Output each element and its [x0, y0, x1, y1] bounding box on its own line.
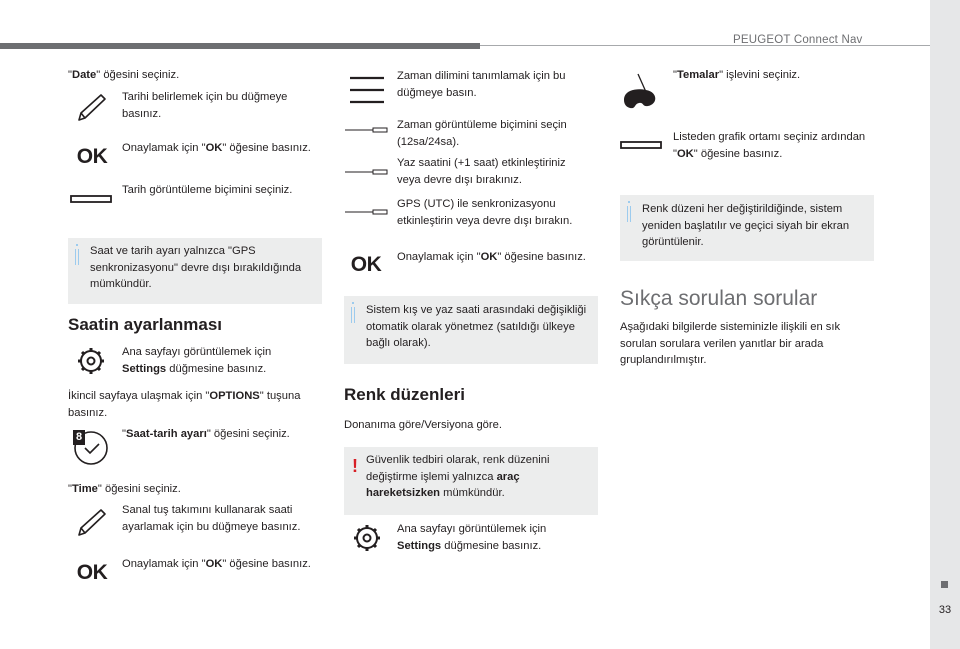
info-icon-2	[351, 307, 355, 323]
options-text: İkincil sayfaya ulaşmak için "OPTIONS" tuşuna basınız.	[68, 390, 301, 419]
time-date-setting-text: "Saat-tarih ayarı" öğesini seçiniz.	[122, 428, 290, 440]
list-field-icon	[70, 190, 112, 208]
toggle-icon-dst	[343, 167, 389, 177]
pencil2-description: Sanal tuş takımını kullanarak saati ayarlamak için bu düğmeye basınız.	[122, 504, 301, 533]
note-box-gps	[68, 238, 322, 304]
gps-sync-text: GPS (UTC) ile senkronizasyonu etkinleştirin veya devre dışı bırakın.	[397, 198, 573, 227]
clock-icon	[70, 425, 110, 467]
note-text-2: Sistem kış ve yaz saati arasındaki değişikliği otomatik olarak yönetmez (satıldığı ülkeye bağlı olarak).	[366, 304, 587, 349]
themes-select-text: "Temalar" işlevini seçiniz.	[673, 69, 801, 81]
settings-text-2: Ana sayfayı görüntülemek için Settings düğmesine basınız.	[397, 523, 547, 552]
warning-text: Güvenlik tedbiri olarak, renk düzenini değiştirme işlemi yalnızca araç hareketsizken mümkündür.	[366, 454, 550, 499]
info-icon-3	[627, 206, 631, 222]
warning-icon: !	[352, 456, 358, 476]
ok-button-icon: OK	[76, 145, 108, 168]
ok-confirm-text-2: Onaylamak için "OK" öğesine basınız.	[122, 558, 311, 570]
version-text: Donanıma göre/Versiyona göre.	[344, 419, 502, 431]
theme-list-text: Listeden grafik ortamı seçiniz ardından "OK" öğesine basınız.	[673, 131, 866, 160]
list-field-icon-2	[620, 136, 662, 154]
warning-box	[344, 447, 598, 515]
settings-gear-icon-2	[348, 520, 386, 556]
time-select-text: "Time" öğesini seçiniz.	[68, 483, 181, 495]
header-rule	[0, 43, 480, 49]
toggle-icon-gps	[343, 207, 389, 217]
note-box-dst	[344, 296, 598, 364]
note-box-theme	[620, 195, 874, 261]
section-heading-clock: Saatin ayarlanması	[68, 315, 223, 334]
timezone-text: Zaman dilimini tanımlamak için bu düğmeye basın.	[397, 70, 566, 99]
side-margin-strip	[930, 0, 960, 649]
palette-brush-icon	[620, 70, 660, 112]
ok-button-icon-2: OK	[76, 561, 108, 584]
timezone-menu-icon	[346, 76, 388, 104]
faq-intro-text: Aşağıdaki bilgilerde sisteminizle ilişkili en sık sorulan sorulara verilen yanıtlar bir arada gruplandırılmıştır.	[620, 321, 841, 366]
faq-heading: Sıkça sorulan sorular	[620, 287, 818, 310]
page-number: 33	[938, 604, 952, 616]
pencil-icon	[72, 90, 112, 126]
section-end-marker	[941, 581, 948, 588]
brand-name: PEUGEOT Connect Nav	[733, 34, 863, 46]
ok-button-icon-3: OK	[350, 253, 382, 276]
clock-badge: 8	[73, 430, 85, 445]
ok-confirm-text-1: Onaylamak için "OK" öğesine basınız.	[122, 142, 311, 154]
time-format-text: Zaman görüntüleme biçimini seçin (12sa/24sa).	[397, 119, 567, 148]
note-text: Saat ve tarih ayarı yalnızca "GPS senkronizasyonu" devre dışı bırakıldığında mümkündür.	[90, 245, 302, 290]
toggle-icon-time-format	[343, 125, 389, 135]
info-icon	[75, 249, 79, 265]
settings-text-1: Ana sayfayı görüntülemek için Settings düğmesine basınız.	[122, 346, 272, 375]
settings-gear-icon	[72, 343, 110, 379]
date-select-text: "Date" öğesini seçiniz.	[68, 69, 180, 81]
section-heading-colors: Renk düzenleri	[344, 385, 465, 404]
dst-text: Yaz saatini (+1 saat) etkinleştiriniz veya devre dışı bırakınız.	[397, 157, 566, 186]
note-text-3: Renk düzeni her değiştirildiğinde, sistem yeniden başlatılır ve geçici siyah bir ekran görüntülenir.	[642, 203, 850, 248]
ok-confirm-text-3: Onaylamak için "OK" öğesine basınız.	[397, 251, 586, 263]
date-format-text: Tarih görüntüleme biçimini seçiniz.	[122, 184, 293, 196]
pencil-icon-2	[72, 505, 112, 541]
pencil-description: Tarihi belirlemek için bu düğmeye basınız.	[122, 91, 288, 120]
